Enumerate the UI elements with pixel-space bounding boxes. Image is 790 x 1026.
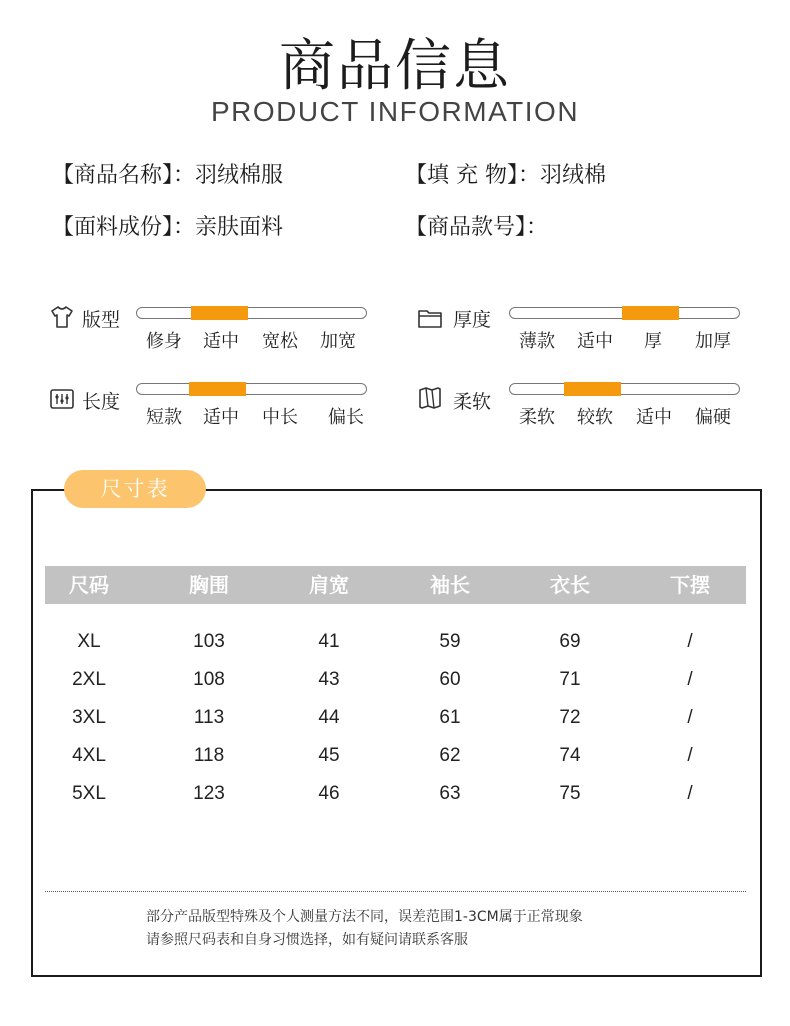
divider xyxy=(45,891,746,892)
info-filling: 【填 充 物】：羽绒棉 xyxy=(405,163,606,188)
table-cell: 61 xyxy=(439,707,461,728)
table-cell: 71 xyxy=(559,669,581,690)
attr-thickness-label: 厚度 xyxy=(453,309,492,331)
attr-fit-option: 适中 xyxy=(203,331,239,352)
attr-length-option: 中长 xyxy=(262,407,298,428)
table-cell: 75 xyxy=(559,783,581,804)
table-cell: 69 xyxy=(559,631,581,652)
attr-fit-label: 版型 xyxy=(82,309,121,331)
attr-softness-bar xyxy=(509,383,740,395)
table-header-cell: 尺码 xyxy=(69,573,109,597)
table-cell: XL xyxy=(77,631,101,652)
attr-fit-option: 加宽 xyxy=(320,331,356,352)
table-cell: 5XL xyxy=(72,783,106,804)
attr-fit-bar-fill xyxy=(191,306,248,320)
table-cell: / xyxy=(687,783,693,804)
table-header-cell: 胸围 xyxy=(189,573,229,597)
table-cell: 103 xyxy=(193,631,225,652)
table-cell: 45 xyxy=(318,745,340,766)
table-cell: / xyxy=(687,669,693,690)
folder-icon xyxy=(417,305,443,331)
size-note: 部分产品版型特殊及个人测量方法不同，误差范围1-3CM属于正常现象 xyxy=(146,909,583,925)
attr-softness-option: 偏硬 xyxy=(695,407,731,428)
page-title: 商品信息 xyxy=(279,34,511,99)
attr-softness-option: 较软 xyxy=(577,407,613,428)
attr-fit-bar xyxy=(136,307,367,319)
attr-thickness-option: 适中 xyxy=(577,331,613,352)
table-cell: 44 xyxy=(318,707,340,728)
table-cell: 118 xyxy=(193,745,225,766)
table-header-cell: 袖长 xyxy=(430,573,470,597)
ruler-icon xyxy=(49,386,75,412)
size-chart-box xyxy=(31,489,762,977)
size-table-header xyxy=(45,566,746,604)
attr-length-label: 长度 xyxy=(82,391,121,413)
attr-length-option: 适中 xyxy=(203,407,239,428)
attr-thickness-option: 厚 xyxy=(644,331,662,352)
fabric-icon xyxy=(417,385,443,411)
table-cell: 74 xyxy=(559,745,581,766)
info-fabric: 【面料成份】：亲肤面料 xyxy=(52,215,284,240)
table-cell: 2XL xyxy=(72,669,106,690)
table-header-cell: 下摆 xyxy=(670,573,710,597)
table-cell: 113 xyxy=(193,707,225,728)
attr-thickness-option: 薄款 xyxy=(519,331,555,352)
table-header-cell: 衣长 xyxy=(550,573,590,597)
table-cell: 63 xyxy=(439,783,461,804)
attr-length-option: 短款 xyxy=(146,407,182,428)
attr-fit-option: 修身 xyxy=(146,331,182,352)
table-cell: 60 xyxy=(439,669,461,690)
attr-length-bar-fill xyxy=(189,382,246,396)
attr-thickness-bar xyxy=(509,307,740,319)
attr-thickness-option: 加厚 xyxy=(695,331,731,352)
table-header-cell: 肩宽 xyxy=(309,573,349,597)
table-cell: 41 xyxy=(318,631,340,652)
info-product-name: 【商品名称】：羽绒棉服 xyxy=(52,163,284,188)
attr-fit-option: 宽松 xyxy=(262,331,298,352)
info-model-number: 【商品款号】： xyxy=(405,215,549,240)
attr-length-bar xyxy=(136,383,367,395)
attr-softness-option: 柔软 xyxy=(519,407,555,428)
table-cell: 43 xyxy=(318,669,340,690)
attr-softness-option: 适中 xyxy=(636,407,672,428)
attr-softness-label: 柔软 xyxy=(453,391,492,413)
size-chart-tag: 尺寸表 xyxy=(64,470,206,508)
table-cell: 59 xyxy=(439,631,461,652)
table-cell: 46 xyxy=(318,783,340,804)
table-cell: 108 xyxy=(193,669,225,690)
table-cell: 72 xyxy=(559,707,581,728)
table-cell: 62 xyxy=(439,745,461,766)
attr-length-option: 偏长 xyxy=(328,407,364,428)
table-cell: / xyxy=(687,631,693,652)
table-cell: 4XL xyxy=(72,745,106,766)
attr-thickness-bar-fill xyxy=(622,306,679,320)
size-note: 请参照尺码表和自身习惯选择，如有疑问请联系客服 xyxy=(146,932,468,948)
table-cell: 123 xyxy=(193,783,225,804)
page-subtitle: PRODUCT INFORMATION xyxy=(210,96,580,127)
table-cell: / xyxy=(687,707,693,728)
table-cell: / xyxy=(687,745,693,766)
attr-softness-bar-fill xyxy=(564,382,621,396)
tshirt-icon xyxy=(49,304,75,330)
table-cell: 3XL xyxy=(72,707,106,728)
